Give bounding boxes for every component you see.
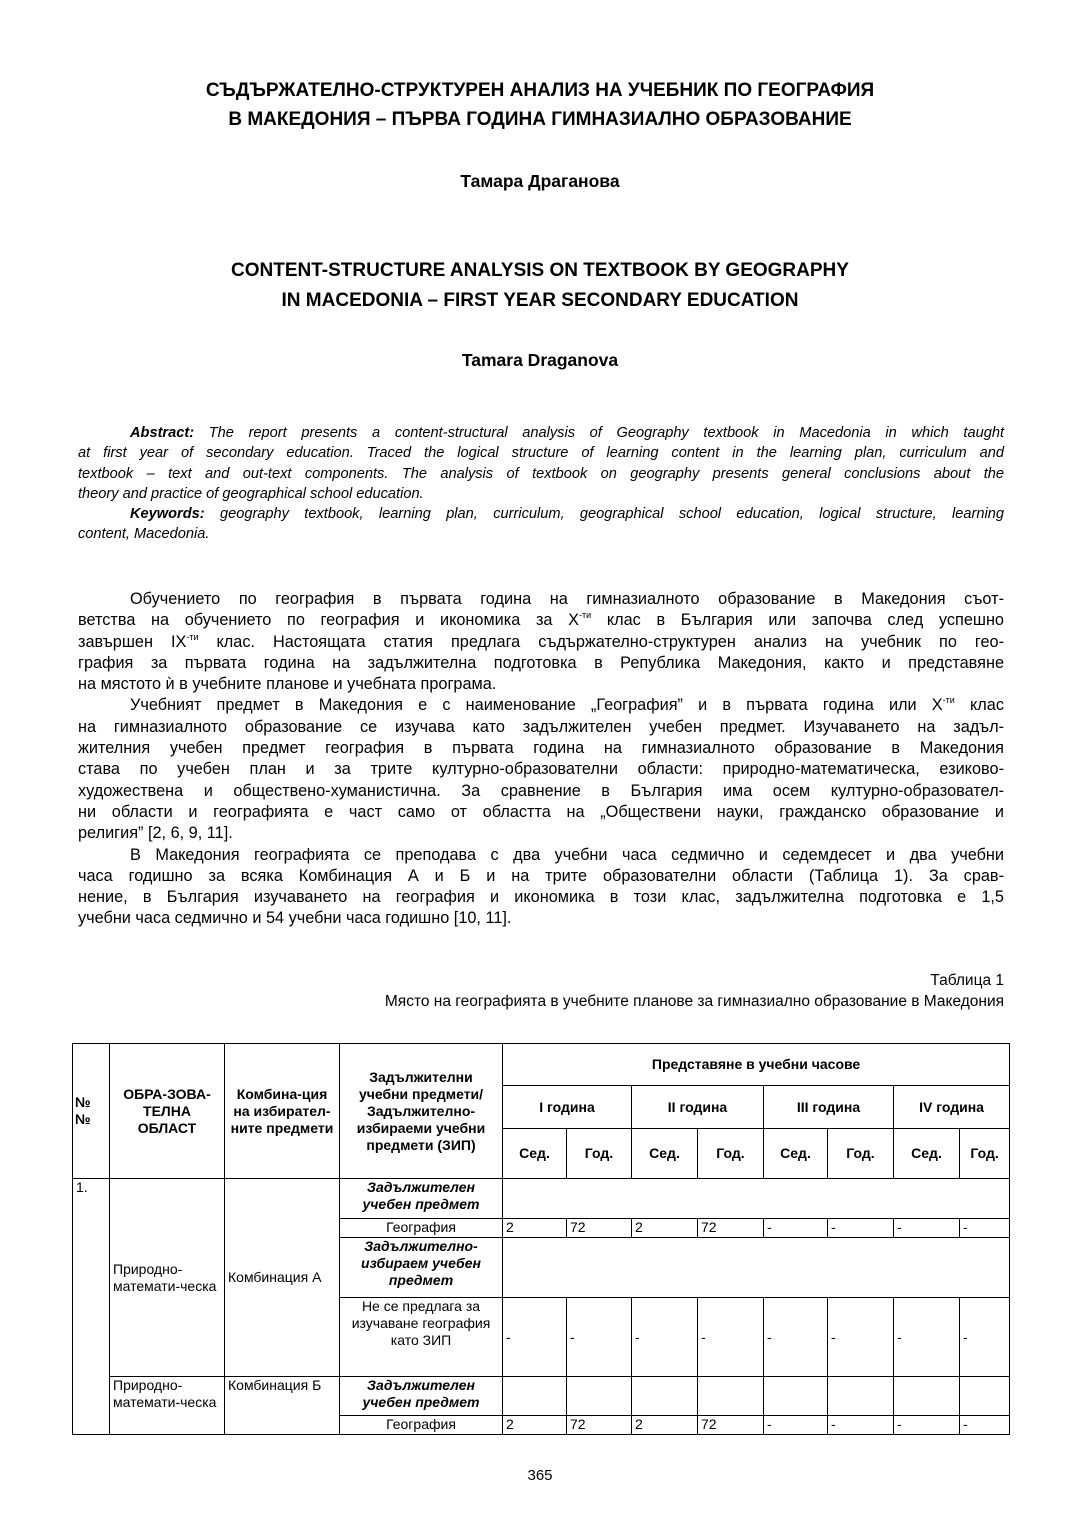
abstract-line: theory and practice of geographical school education. xyxy=(78,485,424,502)
header-weekly: Сед. xyxy=(894,1129,960,1179)
empty-cell xyxy=(567,1377,632,1416)
body-line: става по учебен план и за трите културно-образователни области: природно-математическа, езиково- xyxy=(78,760,1004,779)
combination-cell: Комбинация А xyxy=(225,1179,340,1377)
body-line xyxy=(78,695,1004,716)
body-line: В Македония географията се преподава с два учебни часа седмично и седемдесет и два учебни xyxy=(130,845,1004,864)
body-line: художествена и обществено-хуманистична. За сравнение в България има осем културно-образовател- xyxy=(78,781,1004,800)
body-line: графия за първата година на задължителна подготовка в Република Македония, както и представяне xyxy=(78,653,1004,672)
body-text xyxy=(78,589,1004,930)
text: клас xyxy=(970,696,1005,715)
title-line: CONTENT-STRUCTURE ANALYSIS ON TEXTBOOK BY GEOGRAPHY xyxy=(231,260,849,281)
keywords-line: content, Macedonia. xyxy=(78,526,210,543)
hours-value: - xyxy=(828,1416,894,1435)
header-weekly: Сед. xyxy=(764,1129,828,1179)
hours-value: - xyxy=(960,1219,1010,1238)
hours-value: - xyxy=(503,1298,567,1377)
empty-cell xyxy=(503,1179,1010,1219)
text: клас. Настоящата статия предлага съдържателно-структурен анализ на учебник по гео- xyxy=(216,632,1004,651)
subject-cell: География xyxy=(340,1416,503,1435)
keywords-label: Keywords: xyxy=(130,506,205,523)
header-weekly: Сед. xyxy=(632,1129,698,1179)
superscript: -ти xyxy=(942,695,955,706)
hours-value: 2 xyxy=(632,1219,698,1238)
superscript: -ти xyxy=(579,610,592,621)
empty-cell xyxy=(828,1377,894,1416)
text: Учебният предмет в Македония е с наименование „География” и в първата година или X xyxy=(130,696,943,715)
hours-value: 2 xyxy=(632,1416,698,1435)
title-line: В МАКЕДОНИЯ – ПЪРВА ГОДИНА ГИМНАЗИАЛНО ОБРАЗОВАНИЕ xyxy=(228,109,852,130)
hours-value: - xyxy=(698,1298,764,1377)
hours-value: - xyxy=(632,1298,698,1377)
row-number: 1. xyxy=(73,1179,110,1435)
header-year: II година xyxy=(632,1086,764,1129)
hours-value: - xyxy=(764,1298,828,1377)
subject-cell: География xyxy=(340,1219,503,1238)
body-line: учебни часа седмично и 54 учебни часа годишно [10, 11]. xyxy=(78,909,512,928)
table-title: Място на географията в учебните планове за гимназиално образование в Македония xyxy=(384,993,1004,1010)
header-area: ОБРА-ЗОВА-ТЕЛНА ОБЛАСТ xyxy=(110,1044,225,1179)
empty-cell xyxy=(698,1377,764,1416)
hours-value: - xyxy=(828,1298,894,1377)
hours-value: 72 xyxy=(698,1219,764,1238)
header-combination: Комбина-ция на избирател-ните предмети xyxy=(225,1044,340,1179)
subject-cell: Не се предлага за изучаване география като ЗИП xyxy=(340,1298,503,1377)
hours-value: - xyxy=(894,1416,960,1435)
hours-value: - xyxy=(894,1298,960,1377)
hours-value: - xyxy=(960,1298,1010,1377)
body-line: религия” [2, 6, 9, 11]. xyxy=(78,824,233,843)
title-en xyxy=(0,256,1080,316)
area-cell: Природно-математи-ческа xyxy=(110,1377,225,1435)
body-line: нение, в България изучаването на география и икономика в този клас, задължителна подготовка е 1,5 xyxy=(78,888,1004,907)
hours-value: - xyxy=(894,1219,960,1238)
hours-value: - xyxy=(764,1416,828,1435)
abstract-line xyxy=(78,423,1004,443)
hours-value: 72 xyxy=(698,1416,764,1435)
mandatory-subject-heading: Задължителен учебен предмет xyxy=(340,1377,503,1416)
hours-value: 72 xyxy=(567,1219,632,1238)
header-no: № № xyxy=(73,1044,110,1179)
elective-subject-heading: Задължително-избираем учебен предмет xyxy=(340,1238,503,1298)
page-number: 365 xyxy=(527,1467,553,1484)
title-line: IN MACEDONIA – FIRST YEAR SECONDARY EDUCATION xyxy=(281,290,799,311)
header-annual: Год. xyxy=(567,1129,632,1179)
hours-value: - xyxy=(764,1219,828,1238)
empty-cell xyxy=(632,1377,698,1416)
header-annual: Год. xyxy=(828,1129,894,1179)
header-weekly: Сед. xyxy=(503,1129,567,1179)
text: завършен IX xyxy=(78,632,187,651)
text: ветства на обучението по география и икономика за X xyxy=(78,611,579,630)
combination-cell: Комбинация Б xyxy=(225,1377,340,1435)
mandatory-subject-heading: Задължителен учебен предмет xyxy=(340,1179,503,1219)
header-hours: Представяне в учебни часове xyxy=(503,1044,1010,1086)
author-bg: Тамара Драганова xyxy=(460,171,620,191)
body-line xyxy=(78,632,1004,653)
hours-value: - xyxy=(567,1298,632,1377)
area-cell: Природно-математи-ческа xyxy=(110,1179,225,1377)
text: geography textbook, learning plan, curriculum, geographical school education, logical structure, learning xyxy=(204,506,1004,523)
abstract-line: at first year of secondary education. Traced the logical structure of learning content in the learning plan, curriculum and xyxy=(78,445,1004,462)
superscript: -ти xyxy=(186,631,199,642)
text: The report presents a content-structural analysis of Geography textbook in Macedonia in which taught xyxy=(194,425,1004,441)
text: клас в България или започва след успешно xyxy=(606,611,1004,630)
hours-value: - xyxy=(828,1219,894,1238)
body-line xyxy=(78,610,1004,631)
empty-cell xyxy=(503,1238,1010,1298)
author-en: Tamara Draganova xyxy=(461,350,619,370)
hours-value: 2 xyxy=(503,1219,567,1238)
title-line: СЪДЪРЖАТЕЛНО-СТРУКТУРЕН АНАЛИЗ НА УЧЕБНИК ПО ГЕОГРАФИЯ xyxy=(205,80,875,101)
table-caption xyxy=(385,970,1004,1012)
header-annual: Год. xyxy=(698,1129,764,1179)
header-subjects: Задължителни учебни предмети/ Задължително-избираеми учебни предмети (ЗИП) xyxy=(340,1044,503,1179)
keywords-line xyxy=(78,504,1004,524)
header-annual: Год. xyxy=(960,1129,1010,1179)
abstract xyxy=(78,423,1004,545)
body-line: часа годишно за всяка Комбинация А и Б и на трите образователни области (Таблица 1). За срав- xyxy=(78,866,1004,885)
hours-value: 72 xyxy=(567,1416,632,1435)
abstract-label: Abstract: xyxy=(130,425,195,441)
abstract-line: textbook – text and out-text components. The analysis of textbook on geography presents general conclusions about the xyxy=(78,465,1004,482)
body-line: Обучението по география в първата година на гимназиалното образование в Македония съот- xyxy=(130,590,1004,608)
title-bg xyxy=(0,76,1080,134)
table-label: Таблица 1 xyxy=(930,972,1004,989)
hours-value: - xyxy=(960,1416,1010,1435)
hours-table xyxy=(72,1043,1010,1435)
empty-cell xyxy=(894,1377,960,1416)
body-line: ни области и географията е част само от областта на „Обществени науки, гражданско образование и xyxy=(78,802,1004,821)
body-line: жителния учебен предмет география в първата година на гимназиалното образование в Македония xyxy=(78,739,1004,758)
empty-cell xyxy=(960,1377,1010,1416)
header-year: IV година xyxy=(894,1086,1010,1129)
body-line: на гимназиалното образование се изучава като задължителен учебен предмет. Изучаването на задъл- xyxy=(78,717,1004,736)
empty-cell xyxy=(764,1377,828,1416)
hours-value: 2 xyxy=(503,1416,567,1435)
empty-cell xyxy=(503,1377,567,1416)
body-line: на мястото ѝ в учебните планове и учебната програма. xyxy=(78,675,497,694)
header-year: III година xyxy=(764,1086,894,1129)
header-year: I година xyxy=(503,1086,632,1129)
